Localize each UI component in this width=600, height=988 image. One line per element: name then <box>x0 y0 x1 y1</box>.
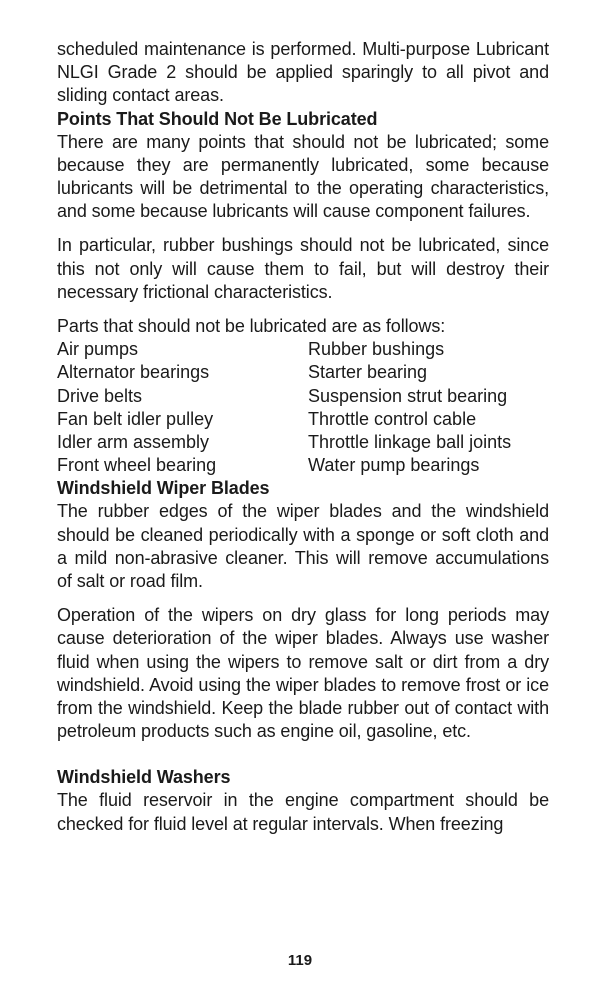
list-item: Air pumps <box>57 339 139 360</box>
page-number: 119 <box>287 952 313 969</box>
section-heading-wiper: Windshield Wiper Blades <box>57 478 270 499</box>
intro-paragraph: scheduled maintenance is performed. Multi-purpose Lubricant NLGI Grade 2 should be applied sparingly to all pivot and sliding contact areas. <box>57 39 549 106</box>
list-item: Starter bearing <box>308 362 428 383</box>
list-item: Idler arm assembly <box>57 432 210 453</box>
section-heading-no-lube: Points That Should Not Be Lubricated <box>57 108 378 129</box>
list-item: Drive belts <box>57 385 143 406</box>
washers-paragraph-1: The fluid reservoir in the engine compartment should be checked for fluid level at regular intervals. When freezing <box>57 790 549 834</box>
parts-list <box>57 338 549 477</box>
list-item: Fan belt idler pulley <box>57 408 214 429</box>
list-item: Front wheel bearing <box>57 455 217 476</box>
parts-list-right-column <box>308 338 549 477</box>
no-lube-paragraph-1: There are many points that should not be lubricated; some because they are permanently lubricated, some because lubricants will be detrimental to the operating characteristics, and some because lubricants will cause component failures. <box>57 131 549 222</box>
parts-list-left-column <box>57 338 308 477</box>
manual-page <box>57 38 549 836</box>
parts-list-intro: Parts that should not be lubricated are as follows: <box>57 316 446 337</box>
list-item: Throttle linkage ball joints <box>308 432 512 453</box>
wiper-paragraph-1: The rubber edges of the wiper blades and the windshield should be cleaned periodically with a sponge or soft cloth and a mild non-abrasive cleaner. This will remove accumulations of salt or road film. <box>57 501 549 592</box>
wiper-paragraph-2: Operation of the wipers on dry glass for long periods may cause deterioration of the wiper blades. Always use washer fluid when using the wipers to remove salt or dirt from a dry windshield. Avoid using the wiper blades to remove frost or ice from the windshield. Keep the blade rubber out of contact with petroleum products such as engine oil, gasoline, etc. <box>57 605 549 742</box>
list-item: Throttle control cable <box>308 408 477 429</box>
list-item: Suspension strut bearing <box>308 385 508 406</box>
list-item: Water pump bearings <box>308 455 480 476</box>
section-heading-washers: Windshield Washers <box>57 767 231 788</box>
no-lube-paragraph-2: In particular, rubber bushings should not be lubricated, since this not only will cause them to fail, but will destroy their necessary frictional characteristics. <box>57 235 549 302</box>
list-item: Rubber bushings <box>308 339 445 360</box>
list-item: Alternator bearings <box>57 362 210 383</box>
